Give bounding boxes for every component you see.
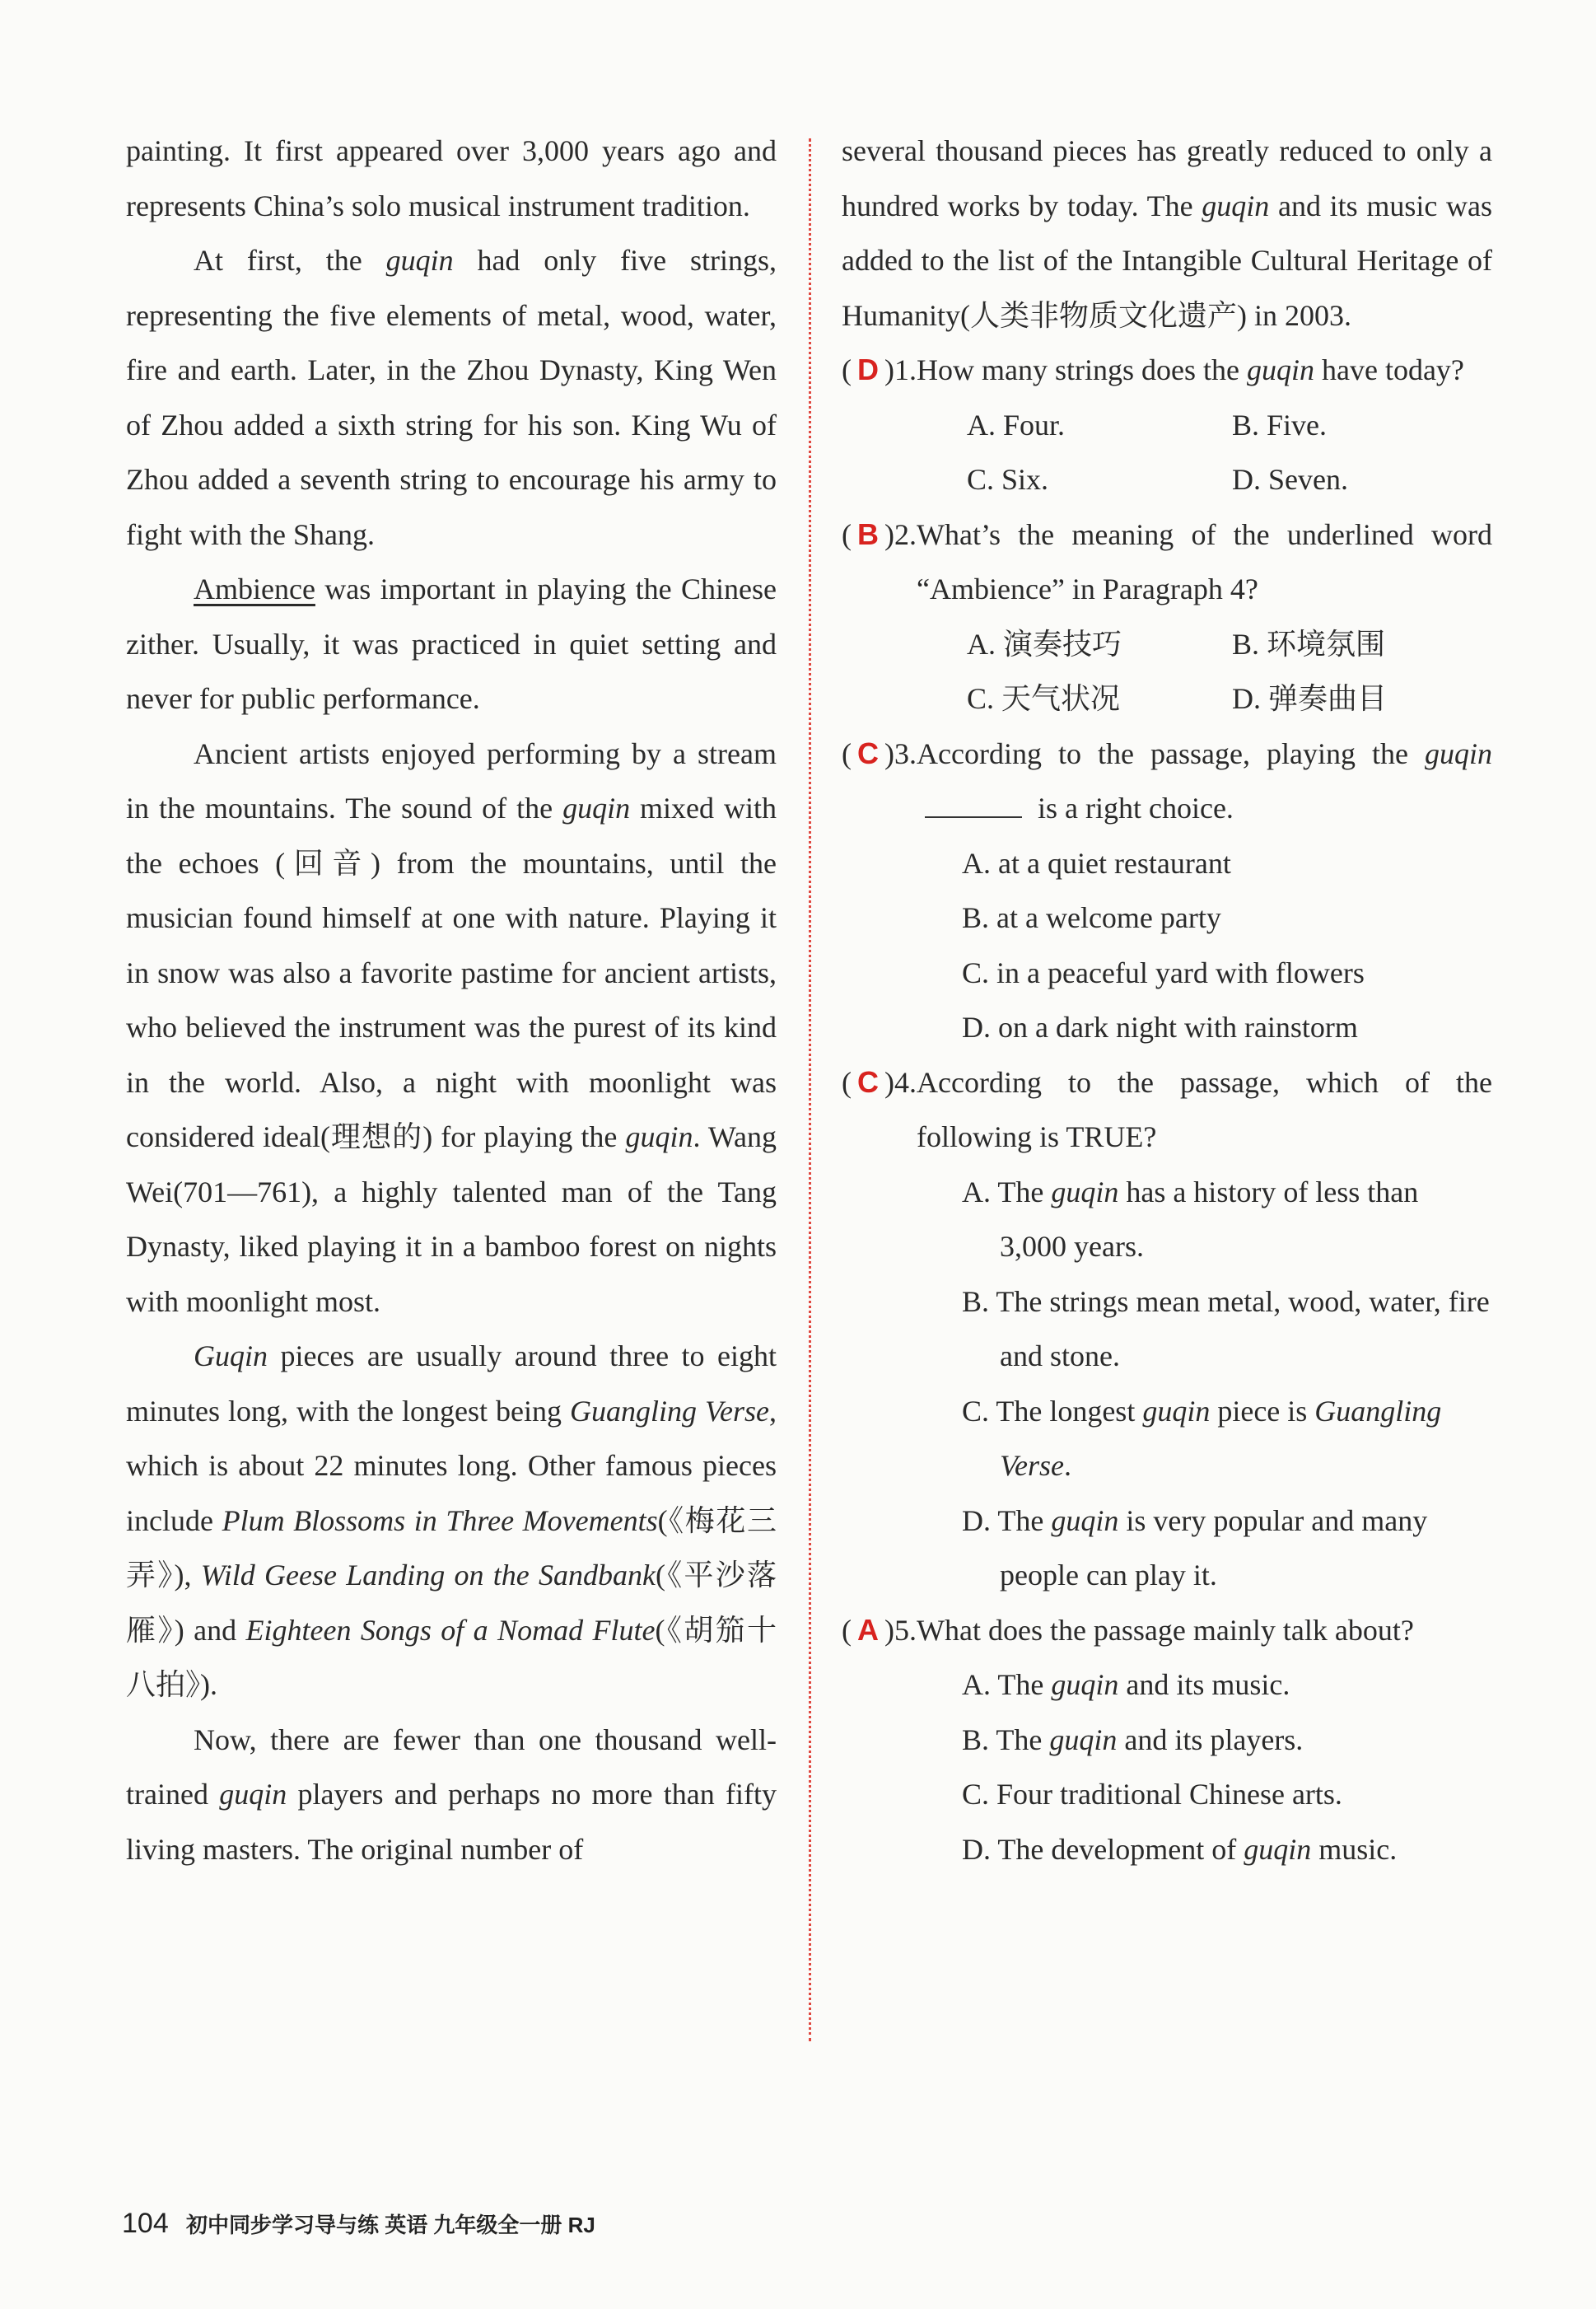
question-5: ( A )5. What does the passage mainly talk about? A. The guqin and its music. B. The guqin and its players. C. Four traditional Chinese arts. D. The development of guqin music. — [842, 1603, 1492, 1877]
option: A. 演奏技巧 — [967, 627, 1122, 661]
option: A. Four. — [967, 408, 1066, 442]
option: B. 环境氛围 — [1232, 627, 1386, 661]
answer-3: C — [857, 736, 879, 770]
option: D. on a dark night with rainstorm — [962, 1011, 1358, 1044]
answer-1: D — [857, 353, 879, 386]
option: A. at a quiet restaurant — [962, 846, 1231, 880]
option: C. Four traditional Chinese arts. — [962, 1778, 1342, 1811]
paragraph-7: several thousand pieces has greatly reduced to only a hundred works by today. The guqin and its music was added to the list of the Intangible Cultural Heritage of Humanity(人类非物质文化遗产) in 2003. — [842, 134, 1492, 332]
option: B. The strings mean metal, wood, water, fire and stone. — [962, 1284, 1490, 1372]
page-number: 104 — [122, 2208, 169, 2239]
question-2: ( B )2. What’s the meaning of the underlined word “Ambience” in Paragraph 4? A. 演奏技巧 B. 环境氛围 C. 天气状况 D. 弹奏曲目 — [842, 507, 1492, 727]
option: C. in a peaceful yard with flowers — [962, 956, 1365, 989]
option: A. The guqin and its music. — [962, 1668, 1290, 1701]
option: B. Five. — [1232, 408, 1328, 442]
option: C. 天气状况 — [967, 682, 1121, 715]
option: A. The guqin has a history of less than 3,000 years. — [962, 1175, 1419, 1263]
question-stem: According to the passage, playing the guqin is a right choice. — [917, 736, 1492, 825]
question-stem: According to the passage, which of the following is TRUE? — [917, 1065, 1492, 1153]
paragraph-4: Ancient artists enjoyed performing by a stream in the mountains. The sound of the guqin mixed with the echoes (回音) from the mountains, until the musician found himself at one with nature. Playing it in snow was also a favorite pastime for ancient artists, who believed the instrument was the purest of its kind in the world. Also, a night with moonlight was considered ideal(理想的) for playing the guqin. Wang Wei(701—761), a highly talented man of the Tang Dynasty, liked playing it in a bamboo forest on nights with moonlight most. — [126, 736, 777, 1318]
option: B. at a welcome party — [962, 901, 1221, 934]
book-title: 初中同步学习导与练 英语 九年级全一册 RJ — [185, 2213, 595, 2237]
page-footer — [122, 2208, 595, 2240]
option: C. The longest guqin piece is Guangling Verse. — [962, 1394, 1442, 1482]
answer-5: A — [857, 1612, 879, 1647]
underlined-word: Ambience — [194, 573, 315, 605]
question-stem: What does the passage mainly talk about? — [917, 1613, 1414, 1647]
answer-bracket: ( D )1. — [842, 343, 917, 398]
question-1 — [842, 343, 1492, 507]
answer-2: B — [857, 516, 879, 551]
paragraph-5: Guqin pieces are usually around three to eight minutes long, with the longest being Guangling Verse, which is about 22 minutes long. Other famous pieces include Plum Blossoms in Three Movements(《梅花三弄》), Wild Geese Landing on the Sandbank(《平沙落雁》) and Eighteen Songs of a Nomad Flute(《胡笳十八拍》). — [126, 1339, 777, 1701]
left-column — [126, 124, 777, 1877]
right-column — [842, 124, 1492, 1877]
options — [967, 398, 1492, 507]
column-divider — [809, 138, 811, 2041]
option: D. The development of guqin music. — [962, 1832, 1398, 1866]
option: D. 弹奏曲目 — [1232, 682, 1387, 715]
option: B. The guqin and its players. — [962, 1722, 1304, 1756]
answer-blank — [925, 793, 1022, 818]
question-stem: How many strings does the guqin have today? — [917, 353, 1464, 386]
options — [967, 617, 1492, 727]
question-stem: What’s the meaning of the underlined word “Ambience” in Paragraph 4? — [917, 517, 1492, 605]
question-4: ( C )4. According to the passage, which of the following is TRUE? A. The guqin has a history of less than 3,000 years. B. The strings mean metal, wood, water, fire and stone. C. The longest guqin piece is Guangling Verse. D. The guqin is very popular and many people can play it. — [842, 1055, 1492, 1603]
paragraph-6: Now, there are fewer than one thousand well-trained guqin players and perhaps no more than fifty living masters. The original number of — [126, 1722, 777, 1866]
paragraph-3: Ambience was important in playing the Chinese zither. Usually, it was practiced in quiet setting and never for public performance. — [126, 573, 777, 715]
paragraph-1: painting. It first appeared over 3,000 years ago and represents China’s solo musical instrument tradition. — [126, 134, 777, 222]
option: D. The guqin is very popular and many people can play it. — [962, 1503, 1428, 1592]
answer-4: C — [857, 1064, 879, 1099]
option: D. Seven. — [1232, 463, 1348, 496]
paragraph-2: At first, the guqin had only five strings, representing the five elements of metal, wood, water, fire and earth. Later, in the Zhou Dynasty, King Wen of Zhou added a sixth string for his son. King Wu of Zhou added a seventh string to encourage his army to fight with the Shang. — [126, 244, 777, 551]
option: C. Six. — [967, 463, 1049, 496]
question-3: ( C )3. According to the passage, playing the guqin is a right choice. A. at a quiet restaurant B. at a welcome party C. in a peaceful yard with flowers D. on a dark night with rainstorm — [842, 727, 1492, 1055]
